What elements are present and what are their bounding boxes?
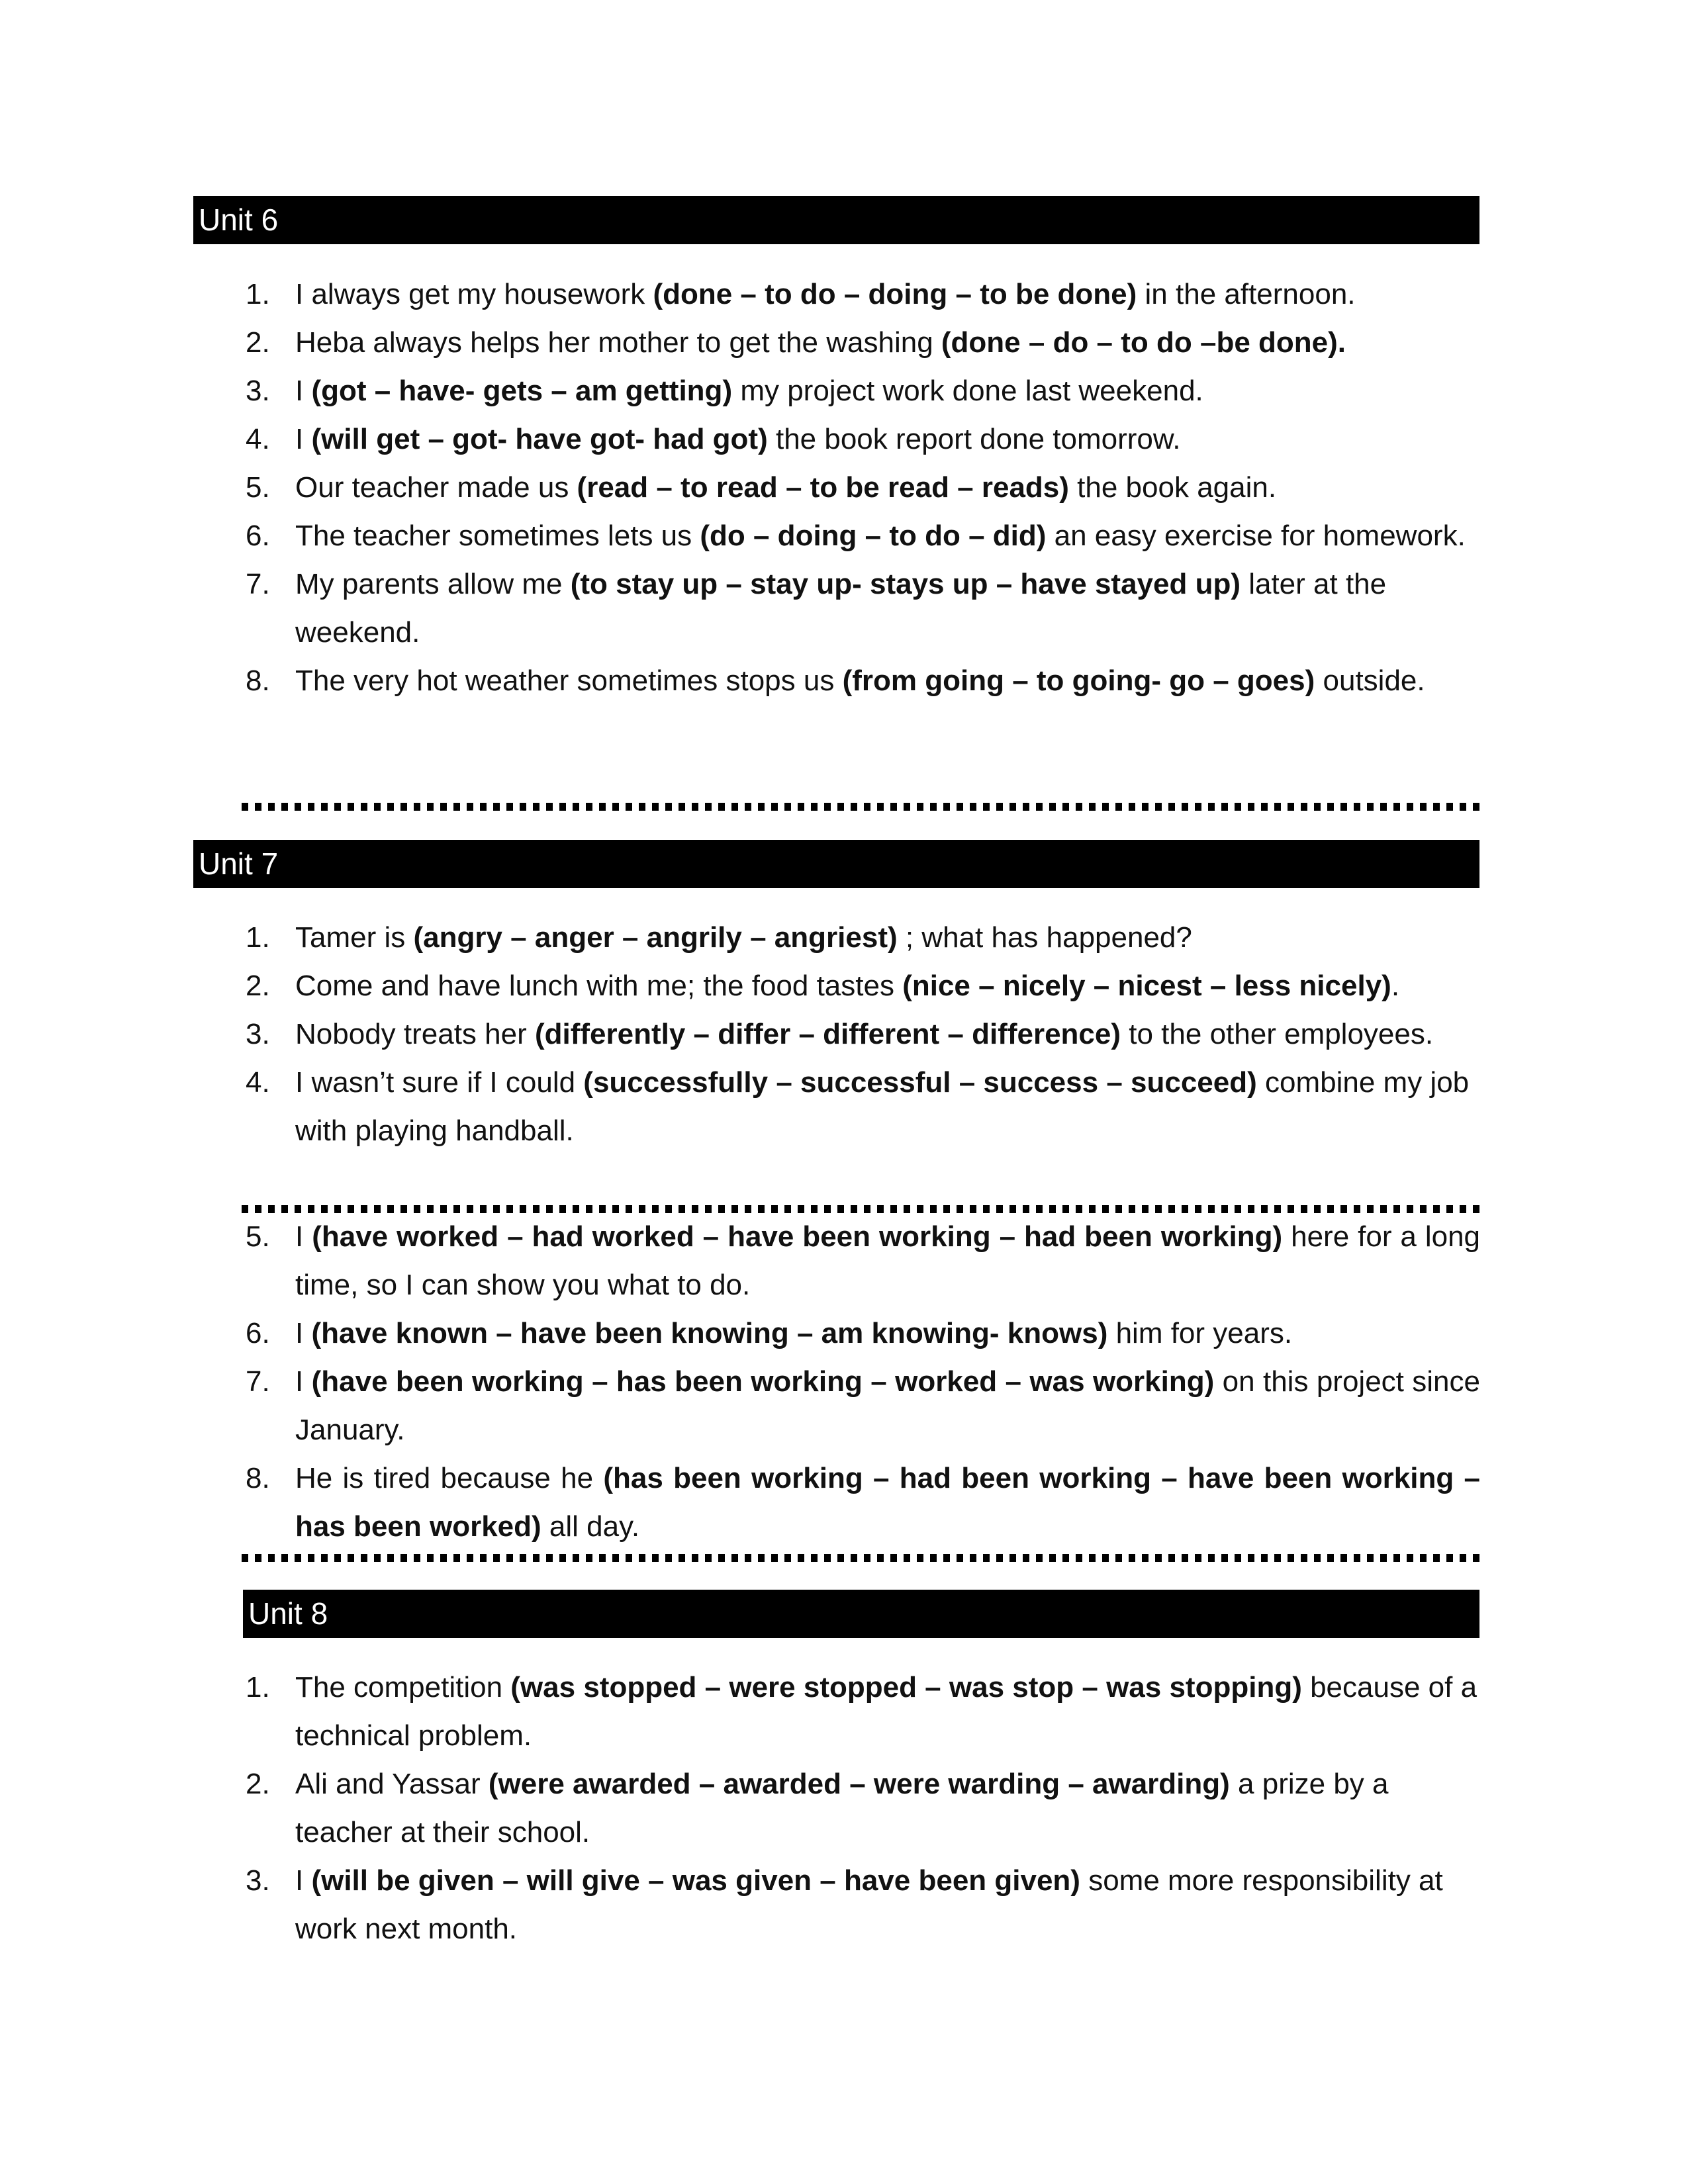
question-text: ; what has happened?	[897, 921, 1192, 954]
answer-choices: (was stopped – were stopped – was stop – was stopping)	[510, 1671, 1302, 1704]
unit-7-questions-part-2	[246, 1212, 1481, 1551]
question-number: 3.	[246, 375, 270, 407]
question-text: Heba always helps her mother to get the washing	[295, 326, 941, 359]
question-item	[246, 1760, 1480, 1856]
question-text: I wasn’t sure if I could	[295, 1066, 584, 1099]
question-item	[246, 1212, 1481, 1309]
question-text: later at the weekend.	[295, 568, 1387, 649]
unit-6-questions	[246, 270, 1480, 705]
question-text: .	[1391, 970, 1400, 1002]
question-item	[246, 1663, 1480, 1760]
question-text: him for years.	[1107, 1317, 1293, 1349]
question-number: 2.	[246, 970, 270, 1002]
question-number: 1.	[246, 921, 270, 954]
question-item	[246, 560, 1480, 657]
question-text: all day.	[541, 1510, 640, 1543]
answer-choices: (to stay up – stay up- stays up – have stayed up)	[570, 568, 1241, 600]
answer-choices: (angry – anger – angrily – angriest)	[413, 921, 898, 954]
question-number: 1.	[246, 278, 270, 310]
question-text: Come and have lunch with me; the food tastes	[295, 970, 903, 1002]
dotted-divider	[242, 803, 1479, 811]
question-number: 8.	[246, 1462, 270, 1494]
answer-choices: (read – to read – to be read – reads)	[577, 471, 1069, 504]
question-text: Ali and Yassar	[295, 1768, 489, 1800]
question-number: 4.	[246, 1066, 270, 1099]
unit-8-header: Unit 8	[243, 1590, 1479, 1638]
question-text: I	[295, 1864, 312, 1897]
question-text: to the other employees.	[1121, 1018, 1434, 1050]
question-text: outside.	[1315, 664, 1425, 697]
question-text: Our teacher made us	[295, 471, 577, 504]
answer-choices: (do – doing – to do – did)	[700, 520, 1047, 552]
question-text: I	[295, 1365, 312, 1398]
answer-choices: (from going – to going- go – goes)	[842, 664, 1315, 697]
question-number: 8.	[246, 664, 270, 697]
question-item	[246, 1010, 1480, 1058]
question-number: 6.	[246, 1317, 270, 1349]
answer-choices: (nice – nicely – nicest – less nicely)	[902, 970, 1391, 1002]
answer-choices: (were awarded – awarded – were warding – awarding)	[488, 1768, 1230, 1800]
question-number: 2.	[246, 326, 270, 359]
question-text: on this project since January.	[295, 1365, 1480, 1446]
question-text: combine my job with playing handball.	[295, 1066, 1470, 1147]
question-number: 7.	[246, 1365, 270, 1398]
question-text: Tamer is	[295, 921, 414, 954]
answer-choices: (have known – have been knowing – am knowing- knows)	[311, 1317, 1108, 1349]
question-text: here for a long time, so I can show you what to do.	[295, 1220, 1481, 1301]
question-text: because of a technical problem.	[295, 1671, 1477, 1752]
answer-choices: (differently – differ – different – difference)	[534, 1018, 1121, 1050]
unit-8-questions	[246, 1663, 1480, 1953]
answer-choices: (successfully – successful – success – succeed)	[583, 1066, 1257, 1099]
answer-choices: (done – to do – doing – to be done)	[653, 278, 1137, 310]
question-text: I	[295, 1220, 312, 1253]
question-text: The very hot weather sometimes stops us	[295, 664, 843, 697]
question-item	[246, 913, 1480, 962]
question-text: He is tired because he	[295, 1462, 604, 1494]
question-text: an easy exercise for homework.	[1046, 520, 1466, 552]
question-number: 2.	[246, 1768, 270, 1800]
question-item	[246, 318, 1480, 367]
unit-7-header: Unit 7	[193, 840, 1479, 888]
answer-choices: (will be given – will give – was given – have been given)	[311, 1864, 1080, 1897]
question-item	[246, 415, 1480, 463]
question-text: a prize by a teacher at their school.	[295, 1768, 1389, 1848]
question-number: 1.	[246, 1671, 270, 1704]
question-item	[246, 1357, 1480, 1454]
question-number: 5.	[246, 1220, 270, 1253]
question-text: The competition	[295, 1671, 511, 1704]
answer-choices: (will get – got- have got- had got)	[311, 423, 768, 455]
question-text: I	[295, 1317, 312, 1349]
question-item	[246, 270, 1480, 318]
unit-7-questions-part-1	[246, 913, 1480, 1155]
question-item	[246, 962, 1480, 1010]
question-text: The teacher sometimes lets us	[295, 520, 700, 552]
question-text: My parents allow me	[295, 568, 571, 600]
question-item	[246, 1309, 1480, 1357]
question-number: 4.	[246, 423, 270, 455]
answer-choices: (have been working – has been working – worked – was working)	[311, 1365, 1215, 1398]
answer-choices: (got – have- gets – am getting)	[311, 375, 733, 407]
question-item	[246, 463, 1480, 512]
question-item	[246, 367, 1480, 415]
dotted-divider	[242, 1554, 1479, 1562]
question-number: 5.	[246, 471, 270, 504]
question-text: I	[295, 375, 312, 407]
question-text: some more responsibility at work next month.	[295, 1864, 1443, 1945]
question-number: 7.	[246, 568, 270, 600]
question-item	[246, 1058, 1480, 1155]
question-item	[246, 1454, 1480, 1551]
question-text: Nobody treats her	[295, 1018, 535, 1050]
question-text: the book again.	[1068, 471, 1277, 504]
question-number: 6.	[246, 520, 270, 552]
unit-6-header: Unit 6	[193, 196, 1479, 244]
answer-choices: (have worked – had worked – have been working – had been working)	[312, 1220, 1283, 1253]
question-text: the book report done tomorrow.	[767, 423, 1181, 455]
question-text: I	[295, 423, 312, 455]
question-number: 3.	[246, 1018, 270, 1050]
question-text: in the afternoon.	[1137, 278, 1356, 310]
question-number: 3.	[246, 1864, 270, 1897]
question-text: my project work done last weekend.	[732, 375, 1203, 407]
answer-choices: (done – do – to do –be done).	[941, 326, 1346, 359]
question-item	[246, 657, 1480, 705]
question-item	[246, 1856, 1480, 1953]
question-text: I always get my housework	[295, 278, 653, 310]
answer-choices: (has been working – had been working – have been working – has been worked)	[295, 1462, 1480, 1543]
question-item	[246, 512, 1480, 560]
